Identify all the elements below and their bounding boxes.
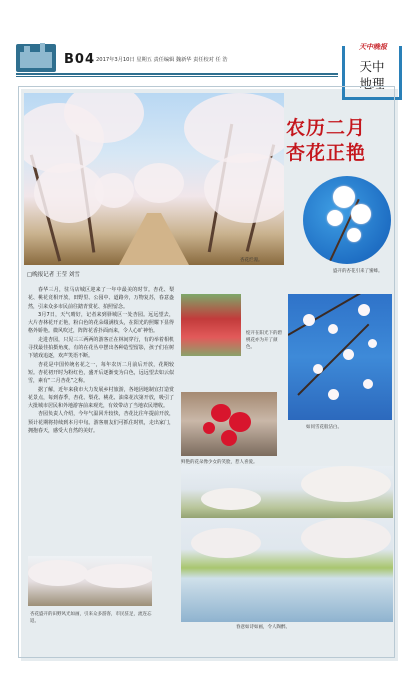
paragraph: 3月7日，天气晴好，记者来到驿城区一处杏园。远远望去，大片杏林花开正艳，粉白色的花朵缀满枝头，在阳光的照耀下显得格外娇艳。微风吹过，阵阵花香扑面而来，令人心旷神怡。 — [28, 311, 174, 335]
article-body — [28, 286, 174, 435]
main-apricot-orchard-photo — [24, 93, 284, 265]
white-blossom-blue-sky-photo — [288, 294, 392, 420]
section-logo-icon — [16, 44, 56, 72]
lakeside-blossom-photo — [181, 518, 393, 622]
paragraph: 据了解，近年来我市大力发展乡村旅游，各地因地制宜打造赏花景点，每到春季，杏花、梨花、桃花、油菜花次第开放，吸引了大批城市居民和外地游客前来观光，有效带动了当地农民增收。 — [28, 386, 174, 410]
title-line1: 农历二月 — [286, 117, 367, 139]
paragraph: 走进杏园，只见三三两两的游客正在林间穿行，有的举着相机寻找最佳拍摄角度，有的在花丛中摆出各种造型留影，孩子们在树下嬉戏追逐，欢声笑语不断。 — [28, 336, 174, 360]
red-flower-caption: 鲜艳的花朵像少女的笑脸，惹人喜爱。 — [181, 460, 258, 465]
blossom-field-photo — [28, 556, 152, 606]
paragraph: 杏园负责人介绍，今年气温回升较快，杏花比往年提前开放，预计花期将持续到本月中旬。游客朋友们可抓住时机，走出家门，拥抱春天，感受大自然的美好。 — [28, 411, 174, 435]
column-name-line1: 天中 — [359, 59, 385, 74]
title-line2: 杏花正艳 — [286, 142, 367, 164]
apricot-blossom-closeup-photo — [303, 176, 391, 264]
paragraph: 杏花是中国传统名花之一，每年农历二月前后开放，花期较短。杏花初开时为粉红色，盛开后逐渐变为白色，远远望去如云似雪，素有“二月杏花”之称。 — [28, 361, 174, 385]
bottom-field-caption: 杏花盛开的田野风光如画，引来众多游客，市民驻足，流连忘返。 — [30, 612, 152, 624]
column-name-line2: 地理 — [359, 76, 385, 91]
header-rule-thin — [16, 76, 338, 77]
circle-photo-caption: 盛开的杏花引来了蜜蜂。 — [333, 269, 383, 274]
paragraph: 春华三月，驻马店城区迎来了一年中最美的时节。杏花、梨花、桃花竞相开放，田野里、公园中、道路旁，万物复苏，春意盎然，引来众多市民前往踏青赏花、拍照留念。 — [28, 287, 174, 310]
masthead-info: 2017年3月10日 星期五 责任编辑 魏新华 责任校对 任 浩 — [96, 57, 228, 63]
orchard-field-photo — [181, 466, 393, 524]
red-peach-blossom-photo — [181, 294, 241, 356]
lake-photo-caption: 春意如诗如画，令人陶醉。 — [236, 625, 290, 630]
byline: □晚报记者 王莹 刘雪 — [27, 272, 80, 278]
red-flower-photo — [181, 392, 277, 456]
main-photo-caption: 杏花烂漫。 — [240, 258, 263, 263]
red-peach-caption: 绽开在阳光下的碧桃花亦为开了颜色。 — [246, 331, 282, 350]
article-title — [286, 116, 386, 166]
column-script-label: 天中晚报 — [359, 43, 387, 51]
page-number: B04 — [64, 52, 95, 67]
blue-photo-caption: 如同雪花般洁白。 — [306, 425, 342, 430]
header-rule — [16, 73, 338, 75]
